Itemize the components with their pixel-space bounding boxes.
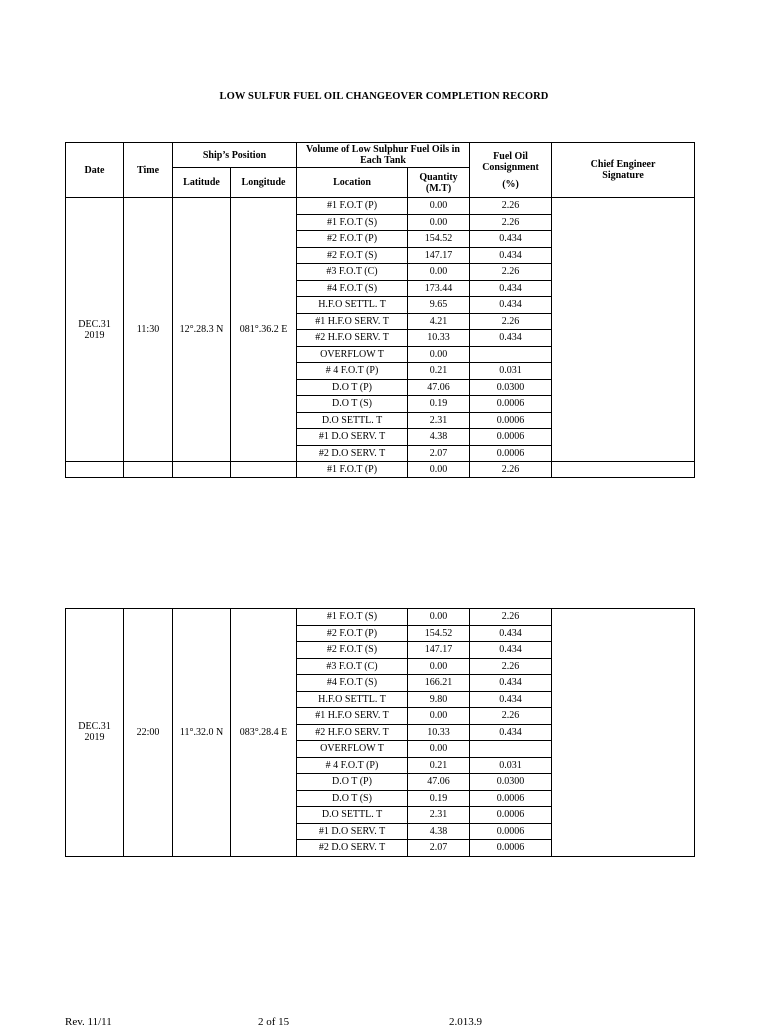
tank-quantity: 2.31 (408, 412, 470, 429)
tank-quantity: 2.07 (408, 840, 470, 857)
record-date: DEC.31 2019 (66, 609, 124, 857)
header-latitude: Latitude (173, 168, 231, 198)
tank-consignment: 0.0006 (470, 807, 552, 824)
tank-location: #2 F.O.T (S) (297, 247, 408, 264)
tank-location: #1 F.O.T (S) (297, 609, 408, 626)
tank-consignment: 0.434 (470, 642, 552, 659)
tank-location: #2 F.O.T (P) (297, 625, 408, 642)
tank-quantity: 10.33 (408, 330, 470, 347)
tank-consignment (470, 346, 552, 363)
header-ship-position: Ship’s Position (173, 143, 297, 168)
tank-quantity: 0.21 (408, 757, 470, 774)
tank-quantity: 9.65 (408, 297, 470, 314)
record-latitude: 12°.28.3 N (173, 198, 231, 462)
tank-consignment: 0.0006 (470, 429, 552, 446)
tank-consignment: 0.0300 (470, 774, 552, 791)
tank-quantity: 0.00 (408, 198, 470, 215)
tank-consignment: 0.0006 (470, 823, 552, 840)
tank-consignment: 0.0006 (470, 445, 552, 462)
header-longitude: Longitude (231, 168, 297, 198)
tank-location: #2 F.O.T (S) (297, 642, 408, 659)
document-title: LOW SULFUR FUEL OIL CHANGEOVER COMPLETION RECORD (219, 91, 549, 102)
tank-consignment: 0.434 (470, 330, 552, 347)
tank-location: OVERFLOW T (297, 741, 408, 758)
empty-time-cell (124, 462, 173, 478)
tank-quantity: 0.00 (408, 462, 470, 478)
tank-location: D.O T (S) (297, 396, 408, 413)
footer-page-number: 2 of 15 (258, 1016, 290, 1028)
tank-consignment: 2.26 (470, 708, 552, 725)
tank-consignment: 0.0006 (470, 396, 552, 413)
signature-cell (552, 609, 695, 857)
tank-consignment: 0.434 (470, 625, 552, 642)
tank-consignment: 0.0300 (470, 379, 552, 396)
tank-location: # 4 F.O.T (P) (297, 757, 408, 774)
tank-quantity: 173.44 (408, 280, 470, 297)
tank-consignment: 0.0006 (470, 412, 552, 429)
empty-date-cell (66, 462, 124, 478)
tank-quantity: 0.00 (408, 609, 470, 626)
tank-location: #1 H.F.O SERV. T (297, 708, 408, 725)
tank-location: #1 H.F.O SERV. T (297, 313, 408, 330)
header-signature: Chief Engineer Signature (552, 143, 695, 198)
tank-quantity: 166.21 (408, 675, 470, 692)
header-consignment-unit: (%) (502, 179, 519, 190)
record-time: 11:30 (124, 198, 173, 462)
tank-quantity: 4.21 (408, 313, 470, 330)
tank-quantity: 147.17 (408, 247, 470, 264)
tank-quantity: 0.00 (408, 346, 470, 363)
tank-quantity: 47.06 (408, 774, 470, 791)
tank-quantity: 0.21 (408, 363, 470, 380)
tank-location: D.O SETTL. T (297, 412, 408, 429)
record-latitude: 11°.32.0 N (173, 609, 231, 857)
header-consignment (470, 143, 552, 198)
table-row (66, 462, 695, 478)
tank-quantity: 4.38 (408, 823, 470, 840)
tank-consignment: 0.434 (470, 297, 552, 314)
tank-consignment: 0.434 (470, 280, 552, 297)
header-location: Location (297, 168, 408, 198)
tank-consignment: 2.26 (470, 264, 552, 281)
tank-location: D.O T (S) (297, 790, 408, 807)
tank-quantity: 2.31 (408, 807, 470, 824)
signature-cell (552, 462, 695, 478)
tank-quantity: 47.06 (408, 379, 470, 396)
record-date: DEC.31 2019 (66, 198, 124, 462)
tank-quantity: 0.00 (408, 214, 470, 231)
record-time: 22:00 (124, 609, 173, 857)
tank-quantity: 0.19 (408, 790, 470, 807)
header-volume: Volume of Low Sulphur Fuel Oils in Each Tank (297, 143, 470, 168)
tank-location: #2 H.F.O SERV. T (297, 724, 408, 741)
tank-consignment: 0.0006 (470, 840, 552, 857)
tank-location: #1 D.O SERV. T (297, 823, 408, 840)
tank-location: D.O SETTL. T (297, 807, 408, 824)
footer-revision: Rev. 11/11 (65, 1016, 112, 1028)
tank-location: D.O T (P) (297, 379, 408, 396)
table-row (66, 609, 695, 626)
signature-cell (552, 198, 695, 462)
tank-consignment: 0.434 (470, 247, 552, 264)
tank-consignment: 2.26 (470, 198, 552, 215)
tank-consignment: 0.434 (470, 675, 552, 692)
tank-location: #2 F.O.T (P) (297, 231, 408, 248)
tank-consignment: 0.434 (470, 231, 552, 248)
header-date: Date (66, 143, 124, 198)
tank-location: D.O T (P) (297, 774, 408, 791)
tank-location: #1 F.O.T (P) (297, 198, 408, 215)
tank-location: #2 D.O SERV. T (297, 445, 408, 462)
tank-consignment: 2.26 (470, 214, 552, 231)
tank-location: H.F.O SETTL. T (297, 297, 408, 314)
tank-consignment (470, 741, 552, 758)
tank-location: #1 F.O.T (P) (297, 462, 408, 478)
record-table-1 (65, 142, 695, 478)
header-consignment-label: Fuel Oil Consignment (482, 151, 539, 173)
tank-consignment: 0.434 (470, 691, 552, 708)
tank-location: #2 H.F.O SERV. T (297, 330, 408, 347)
tank-location: #4 F.O.T (S) (297, 675, 408, 692)
tank-quantity: 154.52 (408, 231, 470, 248)
header-quantity: Quantity (M.T) (408, 168, 470, 198)
tank-location: #2 D.O SERV. T (297, 840, 408, 857)
tank-consignment: 2.26 (470, 462, 552, 478)
tank-quantity: 10.33 (408, 724, 470, 741)
tank-location: #1 D.O SERV. T (297, 429, 408, 446)
footer-document-code: 2.013.9 (449, 1016, 482, 1028)
record-table-2 (65, 608, 695, 857)
tank-consignment: 0.031 (470, 363, 552, 380)
empty-latitude-cell (173, 462, 231, 478)
tank-consignment: 0.0006 (470, 790, 552, 807)
tank-quantity: 2.07 (408, 445, 470, 462)
tank-quantity: 0.00 (408, 658, 470, 675)
tank-location: #3 F.O.T (C) (297, 264, 408, 281)
tank-quantity: 9.80 (408, 691, 470, 708)
tank-consignment: 2.26 (470, 313, 552, 330)
tank-location: #4 F.O.T (S) (297, 280, 408, 297)
tank-location: #1 F.O.T (S) (297, 214, 408, 231)
tank-quantity: 147.17 (408, 642, 470, 659)
record-longitude: 081°.36.2 E (231, 198, 297, 462)
tank-quantity: 0.00 (408, 708, 470, 725)
tank-consignment: 0.031 (470, 757, 552, 774)
tank-consignment: 2.26 (470, 609, 552, 626)
tank-location: H.F.O SETTL. T (297, 691, 408, 708)
table-row (66, 198, 695, 215)
tank-quantity: 0.19 (408, 396, 470, 413)
record-longitude: 083°.28.4 E (231, 609, 297, 857)
tank-consignment: 2.26 (470, 658, 552, 675)
tank-quantity: 0.00 (408, 264, 470, 281)
tank-location: #3 F.O.T (C) (297, 658, 408, 675)
tank-location: OVERFLOW T (297, 346, 408, 363)
header-time: Time (124, 143, 173, 198)
tank-quantity: 0.00 (408, 741, 470, 758)
empty-longitude-cell (231, 462, 297, 478)
tank-quantity: 4.38 (408, 429, 470, 446)
tank-consignment: 0.434 (470, 724, 552, 741)
tank-location: # 4 F.O.T (P) (297, 363, 408, 380)
tank-quantity: 154.52 (408, 625, 470, 642)
